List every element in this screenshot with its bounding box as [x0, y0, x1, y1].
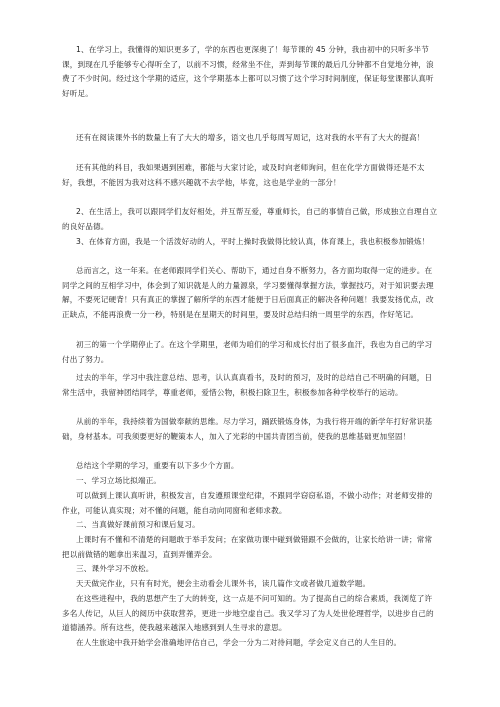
heading-preview-review: 二、当真做好课前预习和课后复习。 [76, 520, 200, 529]
paragraph-sports-3: 3、在体育方面，我是一个活泼好动的人，平时上操时我做得比较认真，体育课上，我也积极参加锻炼！ [76, 237, 430, 246]
heading-extracurricular: 三、课外学习不放松。 [76, 564, 154, 573]
paragraph-reading: 还有在阅读课外书的数量上有了大大的增多，语文也几乎每周写周记，这对我的水平有了大大的提高！ [76, 133, 425, 142]
paragraph-life-journey: 在人生旅途中我开始学会准确地评估自己，学会一分为二对待问题，学会定义自己的人生目的。 [76, 638, 402, 647]
paragraph-life-2: 2、在生活上，我可以跟同学们友好相处，并互帮互爱，尊重师长，自己的事情自己做，形成独立自理自立的良好品德。 [62, 207, 438, 231]
paragraph-grade-three: 初三的第一个学期停止了。在这个学期里，老师为咱们的学习和成长付出了很多血汗，我也为自己的学习付出了努力。 [62, 340, 433, 364]
paragraph-contribution: 从前的半年，我持续着为国做奉献的思维。尽力学习，踊跃锻炼身体，为我行将开端的新学年打好常识基础，身材基本。可我须要更好的鞭策本人，加入了光彩的中国共青团当前，使我的思维基础更加坚固！ [62, 417, 433, 441]
paragraph-growth: 在这些进程中，我的思想产生了大的转变，这一点是不问可知的。为了提高自己的综合素质，我浏览了许多名人传记，从巨人的阅历中获取营养，更进一步地空虚自己。我又学习了为人处世伦理哲学，以进步自己的道德涵养。所有这些，使我越来越深入地感到到人生寻求的意思。 [62, 594, 434, 633]
paragraph-study-1: 1、在学习上，我懂得的知识更多了，学的东西也更深奥了！每节课的 45 分钟，我由初中的只听多半节课，到现在几乎能够专心得听全了，以前不习惯，经常坐不住，弄到每节课的最后几分钟都不自觉地分神，浪费了不少时间。经过这个学期的适应，这个学期基本上都可以习惯了这个学习时间制度，保证每堂课都认真听好听足。 [62, 45, 434, 98]
paragraph-other-subjects: 还有其他的科目，我如果遇到困难，都能与大家讨论，或及时向老师询问，但在化学方面做得还是不太好，我想，不能因为我对这科不感兴趣就不去学他，毕竟，这也是学业的一部分！ [62, 163, 425, 187]
paragraph-past-half-year: 过去的半年，学习中我注意总结、思考，认认真真看书，及时的预习，及时的总结自己不明确的问题，日常生活中，我留神团结同学，尊重老师，爱惜公物，积极扫除卫生，积极参加各种学校举行的运动。 [62, 373, 433, 397]
paragraph-attitude: 可以做到上课认真听讲，积极发言，自发遵照课堂纪律，不跟同学窃窃私语，不做小动作；对老师安排的作业，可能认真实现；对不懂的问题，能自动向同窗和老师求教。 [62, 491, 433, 515]
paragraph-summary: 总而言之，这一年来。在老师跟同学们关心、帮助下，通过自身不断努力，各方面均取得一定的进步。在同学之间的互相学习中，体会到了知识就是人的力量源泉，学习要懂得掌握方法，掌握技巧，对于知识要去理解，不要死记硬背！只有真正的掌握了解所学的东西才能便于日后面真正的解决各种问题！我要发扬优点，改正缺点，不能再浪费一分一秒，特别是在星期天的时间里，要及时总结归纳一周里学的东西，作好笔记。 [62, 266, 434, 319]
paragraph-aspects-intro: 总结这个学期的学习，重要有以下多少个方面。 [76, 461, 239, 470]
heading-attitude: 一、学习立场比拟端正。 [76, 476, 162, 485]
paragraph-preview-review: 上课时有不懂和不清楚的问题敢于举手发问；在家做功课中碰到做错跟不会做的，让家长给讲一讲；常常把以前做错的题拿出来温习，直到弄懂弄会。 [62, 535, 433, 559]
paragraph-daily-reading: 天天做完作业，只有有时光，便会主动看会儿课外书，读几篇作文或者做几道数学题。 [76, 579, 371, 588]
